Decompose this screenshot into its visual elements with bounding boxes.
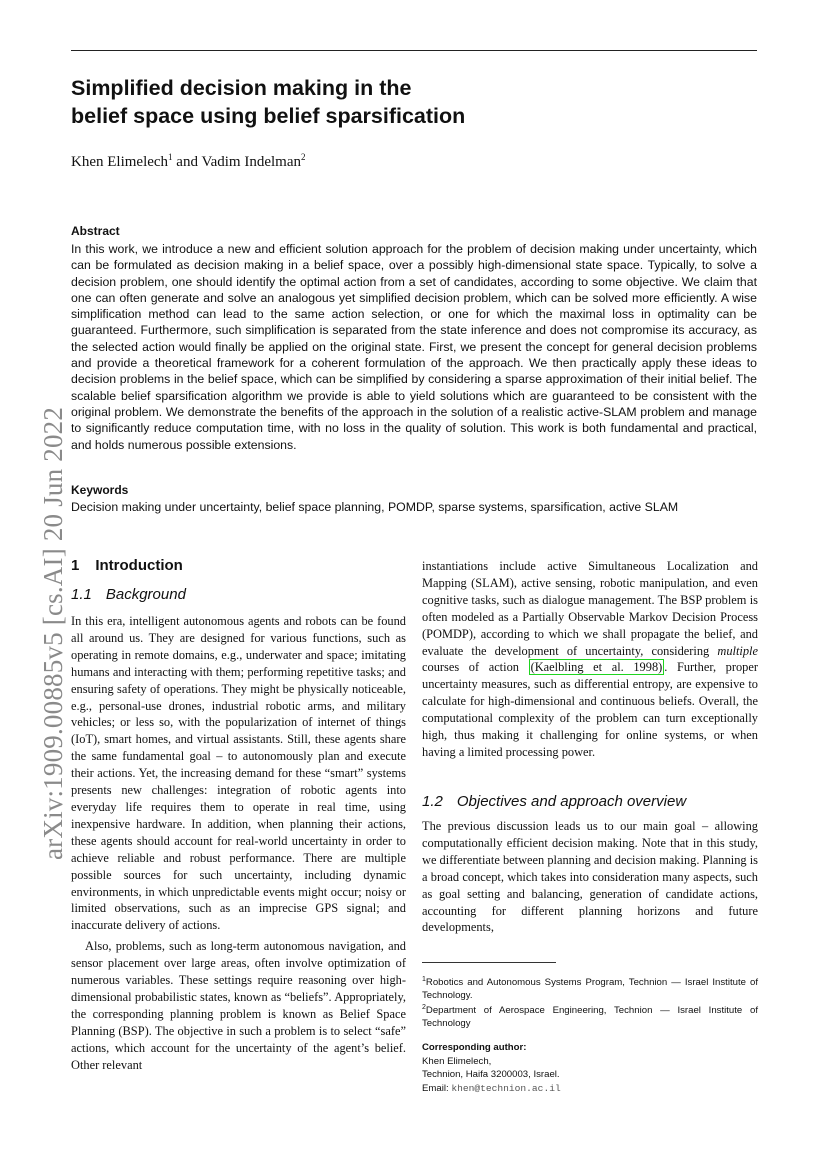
corresponding-address: Technion, Haifa 3200003, Israel. xyxy=(422,1069,560,1080)
affiliation-mark: 2 xyxy=(301,152,306,162)
subsection-title: Background xyxy=(105,586,186,603)
footnote xyxy=(422,973,758,1002)
corresponding-name: Khen Elimelech, xyxy=(422,1055,492,1067)
text-run: courses of action xyxy=(422,660,529,675)
abstract-text: In this work, we introduce a new and efficient solution approach for the problem of decision making under uncertainty, which can be formulated as decision making in a belief space, over a possibly high-dimensional state space. Typically, to solve a decision problem, one should identify the optimal action from a set of candidates, according to some objective. We claim that one can often generate and solve an analogous yet simplified decision problem, which can be solved more efficiently. A wise simplification method can lead to the same action selection, or one for which the maximal loss in optimality can be guaranteed. Furthermore, such simplification is separated from the state inference and does not compromise its accuracy, as the selected action would finally be applied on the original state. First, we present the concept for general decision problems and provide a theoretical framework for a coherent formulation of the approach. We then practically apply these ideas to decision problems in the belief space, which can be simplified by considering a sparse approximation of their initial belief. The scalable belief sparsification algorithm we provide is able to yield solutions which are guaranteed to be consistent with the original problem. We demonstrate the benefits of the approach in the solution of a realistic active-SLAM problem and manage to significantly reduce computation time, with no loss in the quality of solution. This work is both fundamental and practical, and holds numerous possible extensions. xyxy=(71,242,757,452)
arxiv-stamp: arXiv:1909.00885v5 [cs.AI] 20 Jun 2022 xyxy=(38,406,68,860)
emphasis: multiple xyxy=(717,643,758,658)
subsection-title: Objectives and approach overview xyxy=(456,793,687,810)
subsection-heading xyxy=(422,793,686,810)
paragraph: Also, problems, such as long-term autonomous navigation, and sensor placement over large areas, often involve optimization of numerous variables. These settings require reasoning over high-dimensional probabilistic states, known as “beliefs”. Appropriately, the corresponding planning problem is known as Belief Space Planning (BSP). The objective in such a problem is to select “safe” actions, which account for the uncertainty of the agent’s belief. Other relevant xyxy=(71,939,406,1072)
footnote-mark: 1 xyxy=(422,976,426,983)
right-column-top xyxy=(422,558,758,761)
author-separator: and xyxy=(172,154,202,170)
top-rule xyxy=(71,50,757,51)
title-line-2: belief space using belief sparsification xyxy=(71,104,466,128)
email-link[interactable]: khen@technion.ac.il xyxy=(451,1082,561,1094)
corresponding-email-line xyxy=(422,1082,758,1096)
text-run: instantiations include active Simultaneous Localization and Mapping (SLAM), active sensing, robotic manipulation, and even cognitive tasks, such as dialogue management. The BSP problem is often modeled as a Partially Observable Markov Decision Process (POMDP), according to which we shall propagate the belief, and evaluate the development of uncertainty, considering xyxy=(422,559,758,658)
footnote-text: Department of Aerospace Engineering, Technion — Israel Institute of Technology xyxy=(422,1005,758,1030)
section-heading xyxy=(71,557,183,574)
corresponding-heading: Corresponding author: xyxy=(422,1042,527,1053)
footnote xyxy=(422,1001,758,1030)
right-column-bottom xyxy=(422,818,758,936)
footnote-mark: 2 xyxy=(422,1004,426,1011)
paragraph xyxy=(422,558,758,761)
corresponding-author-block xyxy=(422,1041,758,1095)
footnote-rule xyxy=(422,962,556,963)
author-list xyxy=(71,152,306,171)
citation-link[interactable]: (Kaelbling et al. 1998) xyxy=(530,660,663,675)
section-title: Introduction xyxy=(95,557,183,574)
footnote-text: Robotics and Autonomous Systems Program, Technion — Israel Institute of Technology. xyxy=(422,977,758,1002)
author-name: Vadim Indelman xyxy=(201,154,301,170)
title-line-1: Simplified decision making in the xyxy=(71,76,412,100)
email-label: Email: xyxy=(422,1082,452,1094)
keywords-text: Decision making under uncertainty, belief space planning, POMDP, sparse systems, sparsification, active SLAM xyxy=(71,500,679,514)
subsection-heading xyxy=(71,586,186,603)
left-column xyxy=(71,613,406,1073)
subsection-number: 1.2 xyxy=(422,793,443,810)
keywords-heading: Keywords xyxy=(71,483,129,497)
subsection-number: 1.1 xyxy=(71,586,92,603)
paper-title xyxy=(71,74,757,130)
affiliation-mark: 1 xyxy=(168,152,173,162)
author-name: Khen Elimelech xyxy=(71,154,169,170)
paragraph: In this era, intelligent autonomous agents and robots can be found all around us. They are designed for various functions, such as operating in remote domains, e.g., underwater and space; imitating humans and interacting with them; performing repetitive tasks; and ensuring safety of operations. They might be physically noticeable, e.g., personal-use drones, industrial robotic arms, and military vehicles; or less so, with the popularization of internet of things (IoT), smart homes, and virtual assistants. Still, these agents share the same fundamental goal – to autonomously plan and execute their actions. Yet, the increasing demand for these “smart” systems presents new challenges: integration of robotic agents into everyday life requires them to operate in real time, using inexpensive hardware. In addition, when planning their actions, these agents should account for real-world uncertainty in order to achieve reliable and robust performance. There are multiple possible sources for such uncertainty, including dynamic environments, in which unpredictable events might occur; noisy or limited observations, such as an imprecise GPS signal; and inaccurate delivery of actions. xyxy=(71,614,406,933)
text-run: . Further, proper uncertainty measures, such as differential entropy, are expensive to calculate for high-dimensional and continuous beliefs. Overall, the computational complexity of the problem can turn exceptionally high, thus making it challenging for online systems, or when having a limited processing power. xyxy=(422,660,758,759)
abstract-heading: Abstract xyxy=(71,224,120,238)
section-number: 1 xyxy=(71,557,80,574)
paragraph: The previous discussion leads us to our main goal – allowing computationally efficient decision making. Note that in this study, we differentiate between planning and decision making. Planning is a broad concept, which takes into consideration many aspects, such as goal setting and balancing, generation of candidate actions, accounting for different planning horizons and future developments, xyxy=(422,819,758,935)
